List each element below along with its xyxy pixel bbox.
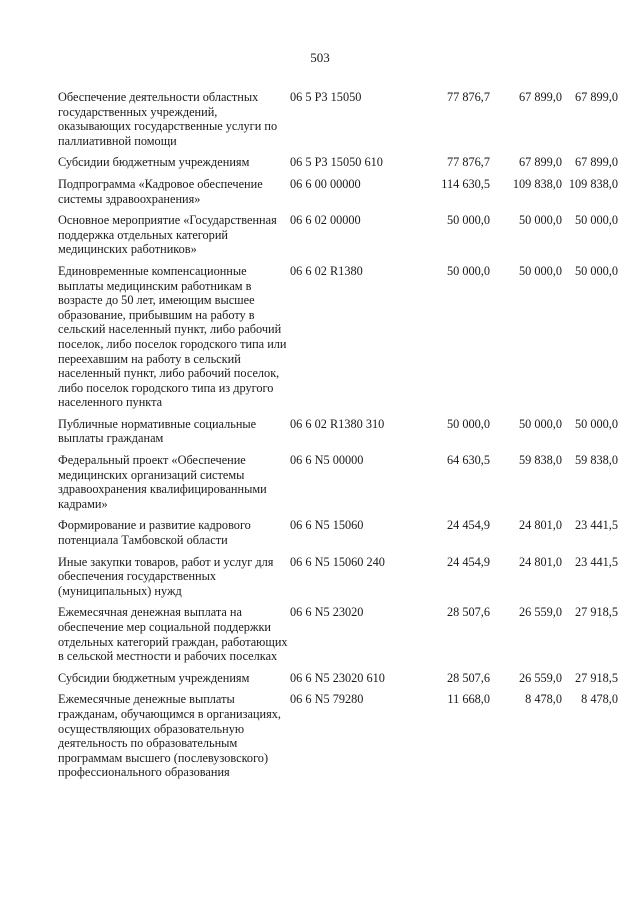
row-code: 06 6 N5 23020	[290, 605, 364, 620]
row-name: Подпрограмма «Кадровое обеспечение системы здравоохранения»	[58, 176, 263, 206]
row-code: 06 6 N5 00000	[290, 453, 364, 468]
row-value-3: 8 478,0	[581, 692, 618, 707]
row-value-2: 50 000,0	[518, 213, 562, 228]
row-value-1: 114 630,5	[441, 176, 490, 191]
row-code: 06 6 02 00000	[290, 213, 361, 228]
row-code: 06 6 02 R1380	[290, 263, 363, 278]
row-value-1: 28 507,6	[446, 605, 490, 620]
table-row	[58, 417, 618, 453]
table-row	[58, 453, 618, 518]
row-value-1: 11 668,0	[447, 692, 490, 707]
row-value-1: 50 000,0	[446, 416, 490, 431]
row-name: Формирование и развитие кадрового потенциала Тамбовской области	[58, 518, 251, 548]
row-name: Федеральный проект «Обеспечение медицинских организаций системы здравоохранения квалифицированными кадрами»	[58, 453, 267, 511]
row-value-2: 67 899,0	[518, 155, 562, 170]
row-value-1: 77 876,7	[446, 90, 490, 104]
row-name: Публичные нормативные социальные выплаты гражданам	[58, 416, 257, 446]
table-row	[58, 671, 618, 693]
row-value-3: 27 918,5	[574, 670, 618, 685]
row-value-2: 26 559,0	[518, 670, 562, 685]
table-row	[58, 213, 618, 264]
row-code: 06 6 N5 23020 610	[290, 670, 385, 685]
row-name: Единовременные компенсационные выплаты медицинским работникам в возрасте до 50 лет, имеющим высшее образование, прибывшим на работу в сельский населенный пункт, либо рабочий поселок, либо поселок городского типа или переехавшим на работу в сельский населенный пункт, либо рабочий поселок, либо поселок городского типа из другого населенного пункта	[58, 263, 287, 410]
row-value-1: 50 000,0	[446, 263, 490, 278]
row-code: 06 6 02 R1380 310	[290, 416, 385, 431]
table-row	[58, 90, 618, 155]
table-row	[58, 155, 618, 177]
row-value-3: 23 441,5	[574, 554, 618, 569]
row-value-3: 109 838,0	[568, 176, 618, 191]
row-value-2: 24 801,0	[518, 518, 562, 533]
row-value-1: 28 507,6	[446, 670, 490, 685]
row-code: 06 6 00 00000	[290, 176, 361, 191]
row-value-2: 67 899,0	[518, 90, 562, 104]
budget-table	[58, 90, 618, 787]
row-name: Ежемесячные денежные выплаты гражданам, обучающимся в организациях, осуществляющих образовательную деятельность по образовательным программам высшего (послевузовского) профессионального образования	[58, 692, 281, 780]
table-row	[58, 692, 618, 787]
page-number: 503	[310, 50, 330, 65]
row-name: Основное мероприятие «Государственная поддержка отдельных категорий медицинских работников»	[58, 213, 277, 257]
row-name: Иные закупки товаров, работ и услуг для обеспечения государственных (муниципальных) нужд	[58, 554, 274, 598]
row-name: Ежемесячная денежная выплата на обеспечение мер социальной поддержки отдельных категорий граждан, работающих в сельской местности и рабочих поселках	[58, 605, 288, 664]
row-code: 06 6 N5 15060 240	[290, 554, 385, 569]
row-value-3: 23 441,5	[574, 518, 618, 533]
row-value-2: 59 838,0	[518, 453, 562, 468]
row-value-3: 50 000,0	[574, 263, 618, 278]
row-code: 06 5 P3 15050	[290, 90, 362, 104]
table-row	[58, 177, 618, 213]
row-value-1: 24 454,9	[446, 518, 490, 533]
row-value-3: 27 918,5	[574, 605, 618, 620]
row-value-2: 26 559,0	[518, 605, 562, 620]
row-code: 06 6 N5 79280	[290, 692, 364, 707]
row-value-3: 50 000,0	[574, 213, 618, 228]
row-value-2: 24 801,0	[518, 554, 562, 569]
row-value-1: 50 000,0	[446, 213, 490, 228]
row-value-1: 64 630,5	[446, 453, 490, 468]
row-name: Субсидии бюджетным учреждениям	[58, 155, 250, 170]
row-value-1: 24 454,9	[446, 554, 490, 569]
row-name: Субсидии бюджетным учреждениям	[58, 670, 250, 685]
row-value-3: 50 000,0	[574, 416, 618, 431]
row-value-2: 50 000,0	[518, 416, 562, 431]
row-value-2: 109 838,0	[512, 176, 562, 191]
table-row	[58, 555, 618, 606]
table-row	[58, 518, 618, 554]
table-row	[58, 605, 618, 670]
row-code: 06 5 P3 15050 610	[290, 155, 383, 170]
row-code: 06 6 N5 15060	[290, 518, 364, 533]
row-name: Обеспечение деятельности областных государственных учреждений, оказывающих государственные услуги по паллиативной помощи	[58, 90, 278, 148]
row-value-3: 67 899,0	[574, 90, 618, 104]
row-value-3: 59 838,0	[574, 453, 618, 468]
row-value-1: 77 876,7	[446, 155, 490, 170]
row-value-2: 8 478,0	[525, 692, 562, 707]
table-row	[58, 264, 618, 417]
row-value-2: 50 000,0	[518, 263, 562, 278]
row-value-3: 67 899,0	[574, 155, 618, 170]
